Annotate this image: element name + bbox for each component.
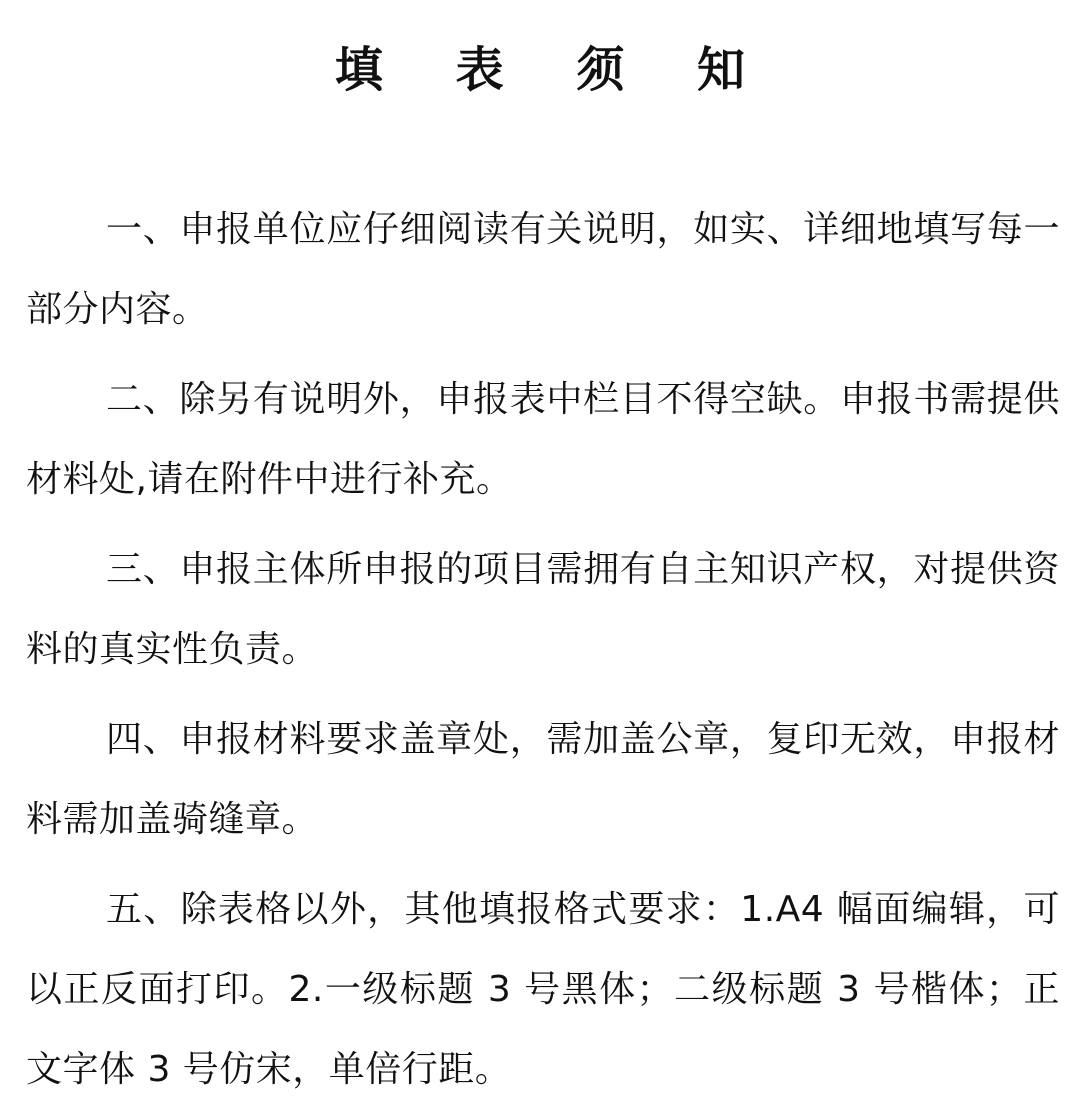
document-title: 填 表 须 知 [334,42,774,98]
instruction-paragraph-2: 二、除另有说明外，申报表中栏目不得空缺。申报书需提供材料处,请在附件中进行补充。 [26,379,1060,500]
instruction-paragraph-5: 五、除表格以外，其他填报格式要求：1.A4 幅面编辑，可以正反面打印。2.一级标题 3 号黑体；二级标题 3 号楷体；正文字体 3 号仿宋，单倍行距。 [26,889,1060,1090]
instruction-paragraph-4: 四、申报材料要求盖章处，需加盖公章，复印无效，申报材料需加盖骑缝章。 [26,719,1060,840]
instruction-paragraph-1: 一、申报单位应仔细阅读有关说明，如实、详细地填写每一部分内容。 [26,209,1060,330]
instructions-body [26,190,1060,1120]
instruction-paragraph-3: 三、申报主体所申报的项目需拥有自主知识产权，对提供资料的真实性负责。 [26,549,1060,670]
